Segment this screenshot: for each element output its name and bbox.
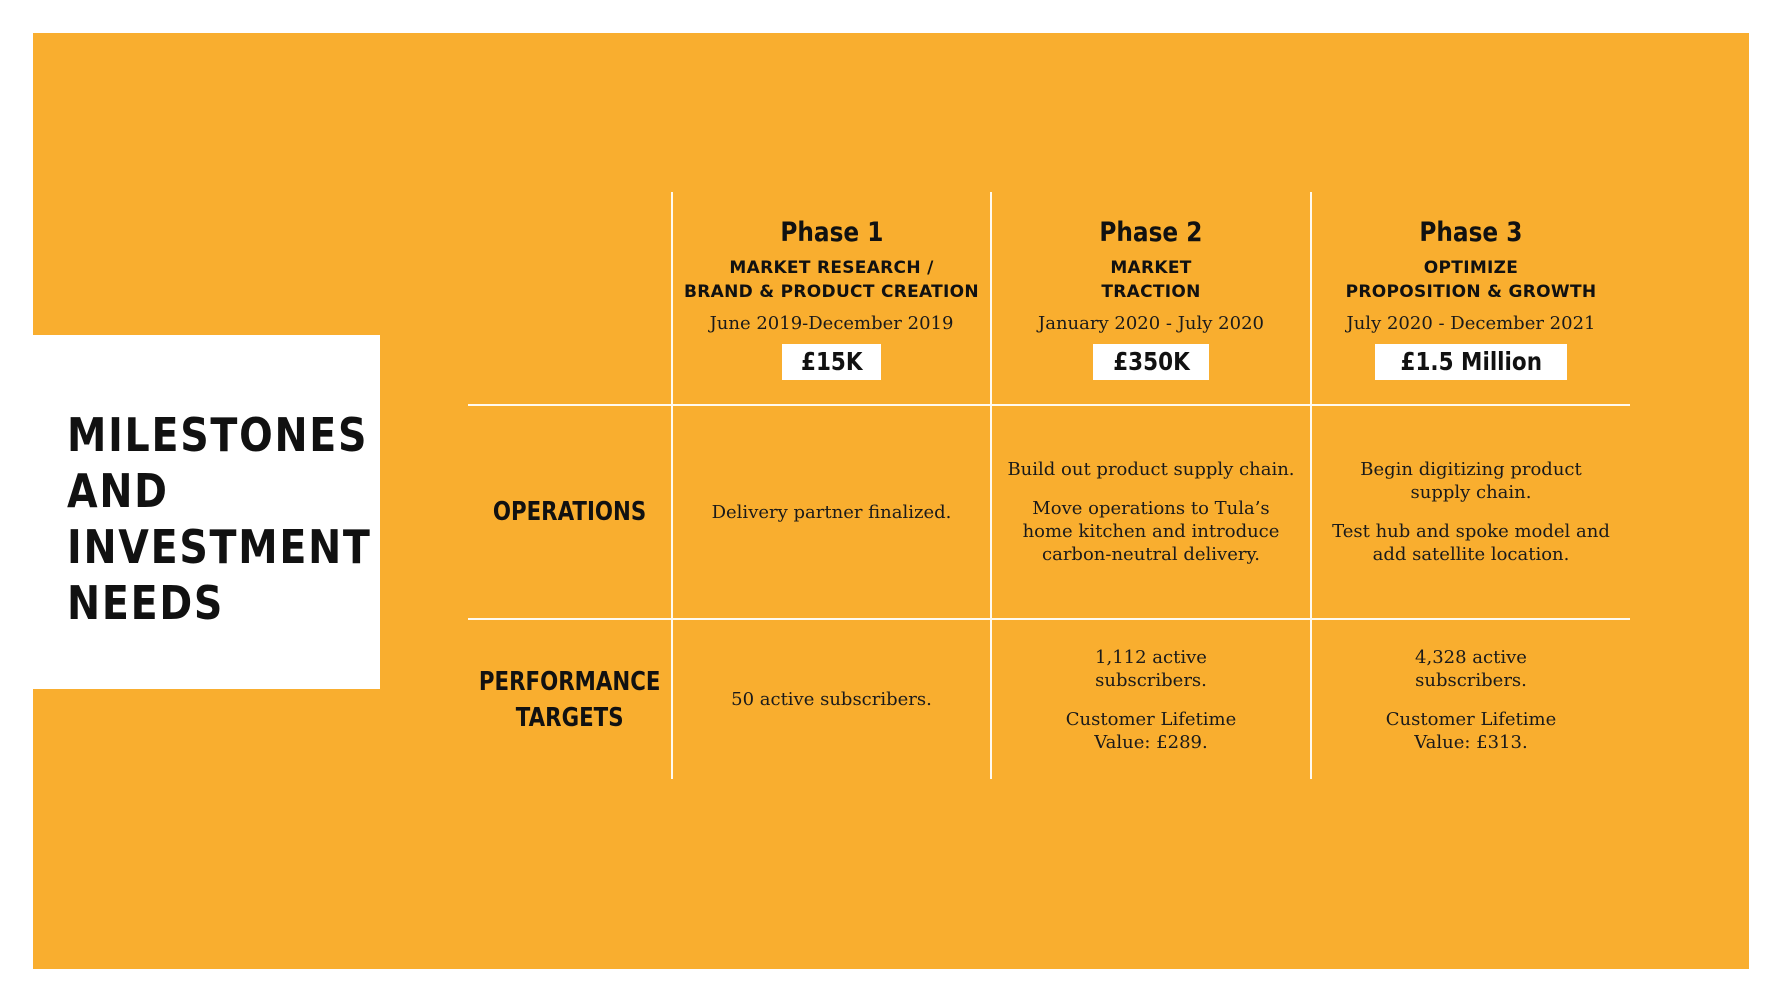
cell-line: subscribers.	[1095, 669, 1207, 691]
investment-amount-badge	[1375, 344, 1568, 380]
cell-line: Test hub and spoke model and	[1332, 521, 1610, 542]
phase-3-header	[1312, 192, 1630, 404]
phase-subtitle-line: TRACTION	[1101, 282, 1201, 302]
cell-line: 1,112 active	[1095, 646, 1207, 668]
phase-title: Phase 1	[779, 217, 884, 248]
cell-paragraph	[731, 688, 932, 711]
cell-text	[1332, 458, 1610, 566]
phase-1-header	[673, 192, 990, 404]
investment-amount: £15K	[800, 347, 863, 376]
title-line: MILESTONES	[67, 408, 369, 462]
targets-phase-3-cell	[1312, 620, 1630, 779]
title-line: NEEDS	[67, 576, 225, 630]
cell-paragraph	[1007, 458, 1294, 481]
investment-amount-badge	[782, 344, 882, 380]
operations-phase-3-cell	[1312, 406, 1630, 618]
cell-paragraph	[1332, 458, 1610, 504]
phase-subtitle-line: BRAND & PRODUCT CREATION	[684, 282, 979, 302]
cell-paragraph	[712, 501, 952, 524]
phase-subtitle-line: MARKET	[1110, 258, 1192, 278]
phase-subtitle	[684, 256, 979, 304]
phase-title: Phase 3	[1419, 217, 1523, 248]
row-label-line: OPERATIONS	[492, 497, 647, 527]
row-label-text	[479, 664, 660, 736]
phase-subtitle-line: MARKET RESEARCH /	[729, 258, 934, 278]
cell-paragraph	[1066, 708, 1236, 754]
phase-subtitle-line: OPTIMIZE	[1423, 258, 1519, 278]
cell-paragraph	[1332, 520, 1610, 566]
cell-line: Move operations to Tula’s	[1032, 498, 1270, 519]
row-label-line: TARGETS	[515, 702, 624, 733]
row-label-line: PERFORMANCE	[478, 666, 661, 697]
cell-line: add satellite location.	[1372, 544, 1570, 565]
investment-amount-badge	[1093, 344, 1210, 380]
cell-line: Delivery partner finalized.	[711, 501, 952, 523]
cell-line: subscribers.	[1415, 669, 1527, 691]
cell-line: Customer Lifetime	[1065, 708, 1237, 730]
cell-paragraph	[1386, 646, 1556, 692]
phase-title: Phase 2	[1099, 217, 1203, 248]
row-label-performance-targets	[468, 620, 671, 779]
cell-paragraph	[1007, 497, 1294, 566]
page-title	[67, 407, 372, 631]
targets-phase-1-cell	[673, 620, 990, 779]
phase-dates: January 2020 - July 2020	[1038, 313, 1264, 334]
row-label-operations	[468, 406, 671, 618]
cell-line: Build out product supply chain.	[1007, 459, 1295, 480]
cell-line: Begin digitizing product	[1360, 459, 1582, 480]
cell-line: carbon-neutral delivery.	[1042, 544, 1260, 565]
cell-line: Customer Lifetime	[1385, 708, 1557, 730]
cell-text	[1066, 646, 1236, 754]
phase-dates: July 2020 - December 2021	[1346, 313, 1596, 334]
cell-line: home kitchen and introduce	[1022, 521, 1280, 542]
phase-subtitle	[1101, 256, 1200, 304]
cell-line: 4,328 active	[1415, 646, 1527, 668]
title-line: AND	[67, 464, 169, 518]
row-label-text	[493, 494, 646, 530]
cell-text	[731, 688, 932, 711]
cell-line: Value: £313.	[1414, 731, 1528, 753]
slide-background	[33, 33, 1749, 969]
phase-2-header	[992, 192, 1310, 404]
title-panel	[33, 335, 380, 689]
phase-dates: June 2019-December 2019	[709, 313, 954, 334]
phase-subtitle-line: PROPOSITION & GROWTH	[1345, 282, 1597, 302]
operations-phase-2-cell	[992, 406, 1310, 618]
cell-text	[712, 501, 952, 524]
phase-subtitle	[1346, 256, 1597, 304]
operations-phase-1-cell	[673, 406, 990, 618]
cell-paragraph	[1386, 708, 1556, 754]
cell-paragraph	[1066, 646, 1236, 692]
investment-amount: £350K	[1112, 347, 1190, 376]
targets-phase-2-cell	[992, 620, 1310, 779]
cell-text	[1007, 458, 1294, 566]
cell-line: Value: £289.	[1094, 731, 1208, 753]
cell-line: supply chain.	[1410, 482, 1532, 503]
title-line: INVESTMENT	[67, 520, 372, 574]
cell-text	[1386, 646, 1556, 754]
cell-line: 50 active subscribers.	[731, 689, 932, 710]
investment-amount: £1.5 Million	[1400, 347, 1542, 376]
